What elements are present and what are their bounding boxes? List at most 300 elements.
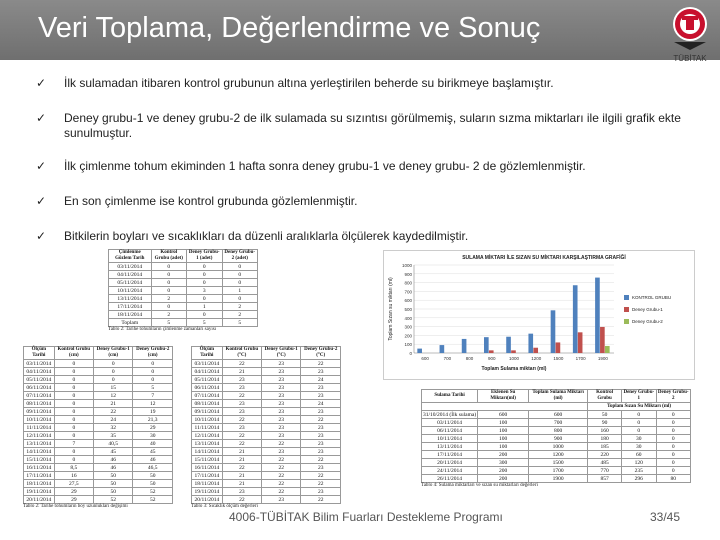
leak-comparison-chart [383,250,695,380]
table-header-row [109,250,258,263]
header-bar [0,0,720,63]
table-cell: 24/11/2014 [422,467,478,475]
y-tick-label: 200 [404,333,412,339]
table-cell: 10/11/2014 [192,416,223,424]
table-cell: 23 [261,368,301,376]
table-row [192,424,341,432]
table-cell: 0 [656,459,690,467]
table-row [24,464,173,472]
table-cell: 0 [54,400,93,408]
table-row [192,432,341,440]
table-row [192,416,341,424]
table-cell: 5 [187,319,222,327]
column-header: Çimlenme Gözlem Tarih [109,250,152,263]
table-cell: 100 [478,435,529,443]
table-row [192,488,341,496]
table-cell: 24 [93,416,133,424]
tubitak-logo [660,2,720,68]
table-cell: 40 [133,440,173,448]
table-row [24,456,173,464]
table-cell: 16/11/2014 [192,464,223,472]
table-cell: 14/11/2014 [192,448,223,456]
table-cell: 23 [222,384,261,392]
table-cell: 0 [222,271,258,279]
table-cell: 120 [622,459,656,467]
table-cell: 1500 [529,459,588,467]
column-header: Deney Grubu-1 [623,390,655,401]
column-header: Kontrol Grubu (°C) [222,347,261,360]
bar-kontrol-grubu [417,349,422,353]
table-cell: 2 [151,311,186,319]
bar-deney-grubu-2 [605,346,610,353]
table-cell: 100 [478,443,529,451]
table-cell: 13/11/2014 [192,440,223,448]
table-row [24,400,173,408]
table-cell: 05/11/2014 [24,376,55,384]
table-row [24,384,173,392]
table-cell: 0 [93,376,133,384]
bullet-text: İlk sulamadan itibaren kontrol grubunun altına yerleştirilen beherde su birikmeye başlamıştır. [64,76,554,90]
footer-program-text: 4006-TÜBİTAK Bilim Fuarları Destekleme Programı [229,510,503,524]
table-row [24,472,173,480]
table-cell: 23 [301,408,341,416]
table-cell: 10/11/2014 [24,416,55,424]
table-cell: 0 [187,295,222,303]
table-row [192,408,341,416]
chart-svg [384,251,694,379]
table-cell: 04/11/2014 [109,271,152,279]
x-tick-label: 1200 [531,356,542,361]
table-cell: 22 [93,408,133,416]
table-cell: 18/11/2014 [24,480,55,488]
table-row [192,368,341,376]
table-cell: 06/11/2014 [422,427,478,435]
table-row [192,472,341,480]
table-cell: 0 [187,271,222,279]
bar-kontrol-grubu [573,285,578,353]
irrigation-data-table [421,389,691,483]
table-cell: 1000 [529,443,588,451]
table-cell: 30 [133,432,173,440]
table-caption: Tablo 2: Tarihe tohumların boy uzunlukları değişimi [23,504,128,509]
table-cell: 16 [54,472,93,480]
table-cell: 40,5 [93,440,133,448]
column-header: Deney Grubu-2 (cm) [133,347,173,360]
bar-deney-grubu-1 [578,332,583,353]
table-cell: 0 [54,384,93,392]
column-header: Ölçüm Tarihi [192,347,223,360]
table-row [24,416,173,424]
table-cell: 0 [54,408,93,416]
column-header: Eklenen Su Miktarı(ml) [478,390,529,403]
table-cell: 0 [656,411,690,419]
table-cell: 31/10/2014 (İlk sulama) [423,411,477,418]
table-cell: 19/11/2014 [24,488,55,496]
column-header: Deney Grubu-1 (adet) [187,250,222,263]
table-cell: 21 [222,368,261,376]
table-cell: 50 [93,480,133,488]
table-row [422,443,691,451]
bullet-text: En son çimlenme ise kontrol grubunda gözlemlenmiştir. [64,194,358,208]
legend-label: KONTROL GRUBU [632,295,672,300]
table-cell: 52 [133,496,173,504]
table-cell: 29 [133,424,173,432]
table-row [192,376,341,384]
table-cell: 2 [222,311,258,319]
table-cell: 1 [222,287,258,295]
page-number: 33/45 [650,510,681,524]
bar-kontrol-grubu [551,310,556,353]
table-cell: 0 [622,411,656,419]
column-header: Toplam Sulama Miktarı (ml) [529,390,588,403]
x-tick-label: 1500 [553,356,564,361]
check-icon: ✓ [36,111,47,125]
bar-deney-grubu-1 [533,348,538,353]
bar-kontrol-grubu [484,337,489,353]
table-cell: 22 [222,464,261,472]
table-row [109,295,258,303]
column-header: Deney Grubu-1 (°C) [261,347,301,360]
table-cell: 11/11/2014 [24,424,55,432]
table-cell: 0 [622,427,656,435]
table-cell: 22 [222,416,261,424]
bullet-item [36,229,694,244]
table-cell: 600 [478,411,529,419]
table-cell: 13/11/2014 [109,295,152,303]
table-row [422,427,691,435]
table-cell: 23 [301,424,341,432]
germination-data-table [108,249,258,327]
bullet-item [36,194,694,209]
table-cell: 200 [478,451,529,459]
table-cell: 0 [187,263,222,271]
table-cell: 32 [93,424,133,432]
table-cell: 50 [588,411,622,419]
table-cell: 0 [54,448,93,456]
table-cell: 52 [93,496,133,504]
table-row [24,424,173,432]
table-cell: 0 [151,287,186,295]
table-cell: 220 [588,451,622,459]
temperature-table [191,346,341,509]
table-cell: 22 [301,456,341,464]
column-header: Deney Grubu-1 (cm) [93,347,133,360]
table-cell: 0 [133,360,173,368]
table-cell: 0 [54,376,93,384]
table-cell: 07/11/2014 [192,392,223,400]
table-cell: 0 [187,279,222,287]
tubitak-emblem-icon [660,2,720,54]
table-cell: 22 [301,360,341,368]
table-cell: 296 [622,475,656,483]
table-cell: 18/11/2014 [109,311,152,319]
bullet-item [36,159,694,174]
table-row [192,448,341,456]
table-cell: 22 [301,416,341,424]
table-cell: 22 [301,496,341,504]
table-cell: 900 [529,435,588,443]
table-cell: 7 [133,392,173,400]
table-row [109,319,258,327]
table-header-row [24,347,173,360]
legend-swatch [624,295,629,300]
table-cell: 20/11/2014 [422,459,478,467]
table-row [422,451,691,459]
bullet-text: Deney grubu-1 ve deney grubu-2 de ilk sulamada su sızıntısı görülmemiş, suların sızma miktarları ile ilgili grafik ekte sunulmuştur. [64,111,681,140]
table-cell: 23 [261,400,301,408]
germination-table [108,249,258,332]
table-cell: 05/11/2014 [109,279,152,287]
blank-header [422,403,588,411]
logo-label: TÜBİTAK [673,54,707,63]
table-cell: 50 [93,472,133,480]
table-row [192,400,341,408]
table-cell: 23 [222,376,261,384]
table-cell: 0 [93,368,133,376]
table-row [24,440,173,448]
table-cell: 300 [478,459,529,467]
table-cell: 08/11/2014 [192,400,223,408]
table-cell: 22 [301,480,341,488]
table-cell: 21 [222,448,261,456]
table-cell: 23 [261,384,301,392]
table-row [192,456,341,464]
legend-label: Deney Grubu-1 [632,307,663,312]
table-cell: 185 [588,443,622,451]
table-cell: 23 [261,424,301,432]
bar-kontrol-grubu [440,345,445,353]
table-cell: 17/11/2014 [109,303,152,311]
table-cell: 17/11/2014 [422,451,478,459]
table-row [192,392,341,400]
column-header: Ölçüm Tarihi [24,347,55,360]
table-row [422,467,691,475]
legend-swatch [624,307,629,312]
table-cell: 3 [187,287,222,295]
table-cell: 10/11/2014 [422,435,478,443]
table-cell: 0 [656,467,690,475]
table-cell: Toplam [109,319,152,327]
table-cell: 160 [588,427,622,435]
table-cell: 100 [478,427,529,435]
irrigation-table [421,389,691,488]
table-cell: 0 [54,424,93,432]
table-cell: 26/11/2014 [422,475,478,483]
table-cell: 15/11/2014 [24,456,55,464]
table-cell: 22 [222,440,261,448]
column-header: Kontrol Grubu (adet) [151,250,186,263]
table-cell: 23 [261,408,301,416]
table-row [422,411,691,419]
column-header: Deney Grubu-2 (°C) [301,347,341,360]
table-row [422,475,691,483]
table-cell: 50 [133,480,173,488]
table-cell: 23 [222,400,261,408]
bar-kontrol-grubu [595,278,600,353]
table-subheader-row [422,403,691,411]
table-row [24,408,173,416]
table-cell: 100 [478,419,529,427]
table-cell: 180 [588,435,622,443]
table-cell: 0 [151,271,186,279]
table-cell: 0 [656,435,690,443]
table-cell: 5 [151,319,186,327]
table-cell: 23 [301,440,341,448]
y-tick-label: 700 [404,289,412,295]
table-cell: 0 [656,451,690,459]
table-cell: 06/11/2014 [192,384,223,392]
table-cell: 23 [301,368,341,376]
table-cell: 2 [151,295,186,303]
table-cell: 03/11/2014 [192,360,223,368]
column-header: Kontrol Grubu (cm) [54,347,93,360]
bar-kontrol-grubu [506,337,511,353]
table-cell: 52 [133,488,173,496]
table-row [422,435,691,443]
bullet-text: Bitkilerin boyları ve sıcaklıkları da düzenli aralıklarla ölçülerek kaydedilmiştir. [64,229,469,243]
table-cell: 09/11/2014 [192,408,223,416]
table-cell: 19 [133,408,173,416]
column-header: Kontrol Grubu [588,390,622,403]
table-cell: 23 [261,360,301,368]
table-row [422,459,691,467]
table-cell: 46 [93,456,133,464]
table-cell: 35 [93,432,133,440]
table-cell: 46 [93,464,133,472]
table-row [109,271,258,279]
table-cell: 0 [656,427,690,435]
table-cell: 13/11/2014 [24,440,55,448]
table-cell: 15 [93,384,133,392]
check-icon: ✓ [36,76,47,90]
table-cell: 19/11/2014 [192,488,223,496]
table-cell: 04/11/2014 [24,368,55,376]
table-cell: 23 [301,448,341,456]
check-icon: ✓ [36,229,47,243]
bullet-item [36,111,694,141]
table-cell: 14/11/2014 [24,448,55,456]
table-cell: 22 [222,496,261,504]
table-cell: 22 [261,456,301,464]
table-cell: 12/11/2014 [24,432,55,440]
table-cell: 23 [301,392,341,400]
table-cell: 46 [133,456,173,464]
table-row [24,488,173,496]
table-cell: 0 [622,419,656,427]
table-cell: 21,3 [133,416,173,424]
table-cell: 12 [93,392,133,400]
table-cell: 24 [301,400,341,408]
table-cell: 485 [588,459,622,467]
table-cell: 1700 [529,467,588,475]
table-caption: Tablo 3: Sıcaklık ölçüm değerleri [191,504,258,509]
table-cell: 10/11/2014 [109,287,152,295]
x-tick-label: 1900 [597,356,608,361]
table-cell: 17/11/2014 [192,472,223,480]
check-icon: ✓ [36,194,47,208]
table-cell: 21 [222,472,261,480]
table-cell: 21 [93,400,133,408]
y-tick-label: 0 [409,351,412,356]
table-row [192,360,341,368]
table-cell: 45 [93,448,133,456]
table-cell: 0 [133,368,173,376]
table-cell: 1200 [529,451,588,459]
table-row [192,464,341,472]
table-cell: 06/11/2014 [24,384,55,392]
x-tick-label: 1000 [508,356,520,361]
table-cell: 0 [656,419,690,427]
table-cell: 13/11/2014 [422,443,478,451]
table-cell: 27,5 [54,480,93,488]
table-cell: 29 [54,488,93,496]
table-cell: 46,5 [133,464,173,472]
table-row [109,279,258,287]
table-cell: 22 [261,472,301,480]
table-row [24,496,173,504]
table-cell: 770 [588,467,622,475]
table-cell: 15/11/2014 [192,456,223,464]
bar-deney-grubu-1 [600,327,605,353]
legend-swatch [624,319,629,324]
table-cell: 0 [187,311,222,319]
table-cell: 24 [301,376,341,384]
table-caption: Tablo 2: Tarihe tohumların çimlenme zamanları sayısı [108,327,217,332]
table-cell: 1 [187,303,222,311]
table-header-row [422,390,691,403]
table-cell: 04/11/2014 [192,368,223,376]
table-cell: 0 [54,392,93,400]
table-row [192,440,341,448]
table-cell: 0 [54,432,93,440]
table-cell: 23 [301,432,341,440]
table-cell: 30 [622,435,656,443]
table-row [109,287,258,295]
table-cell: 12/11/2014 [192,432,223,440]
table-cell: 29 [54,496,93,504]
table-cell: 0 [151,279,186,287]
table-cell: 23 [222,488,261,496]
y-tick-label: 300 [404,324,412,330]
table-row [24,448,173,456]
table-cell: 700 [529,419,588,427]
table-row [192,480,341,488]
table-cell: 30 [622,443,656,451]
table-cell: 0 [222,279,258,287]
table-cell: 0 [54,456,93,464]
height-data-table [23,346,173,504]
table-cell: 22 [222,392,261,400]
table-cell: 0 [54,416,93,424]
table-cell: 09/11/2014 [24,408,55,416]
bullet-item [36,76,694,91]
chart-title: SULAMA MİKTARI İLE SIZAN SU MİKTARI KARŞILAŞTIRMA GRAFİĞİ [462,255,626,261]
table-row [24,480,173,488]
table-cell: 0 [656,443,690,451]
bar-kontrol-grubu [462,339,467,353]
column-header: Deney Grubu-2 [657,390,689,401]
y-tick-label: 900 [404,271,412,277]
table-cell: 20/11/2014 [192,496,223,504]
table-row [24,392,173,400]
table-cell: 200 [478,475,529,483]
table-caption: Tablo 4: Sulama miktarları ve sızan su miktarları değerleri [421,483,538,488]
table-cell: 200 [478,467,529,475]
table-cell: 600 [529,411,588,419]
table-cell: 2 [222,303,258,311]
table-cell: 16/11/2014 [24,464,55,472]
table-cell: 21 [222,456,261,464]
